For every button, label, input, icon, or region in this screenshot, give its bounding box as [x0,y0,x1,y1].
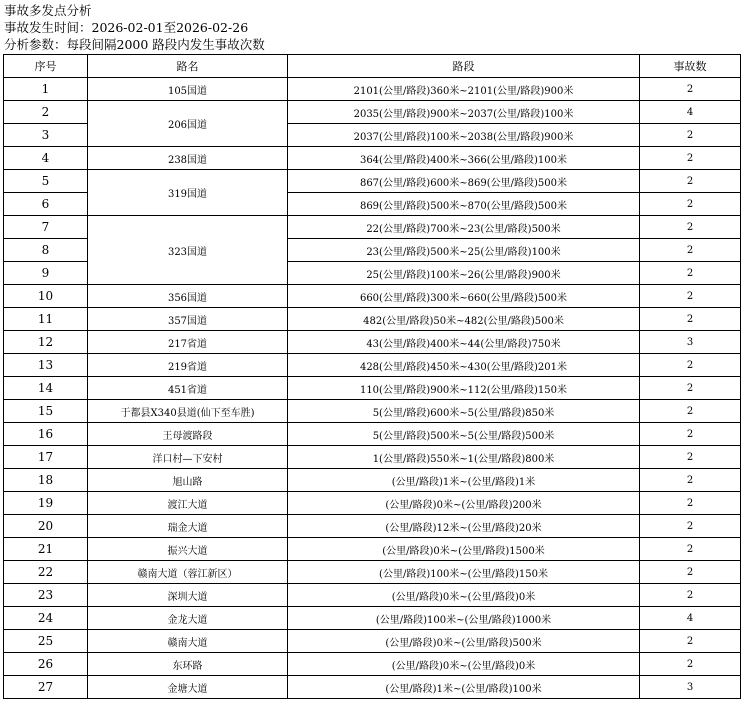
cell-road: 219省道 [88,354,288,377]
report-time-range: 事故发生时间：2026-02-01至2026-02-26 [4,20,249,35]
cell-count: 2 [640,124,741,147]
cell-no: 15 [4,400,88,423]
table-row [4,377,741,400]
cell-road: 渡江大道 [88,492,288,515]
cell-count: 2 [640,239,741,262]
cell-road: 洋口村—下安村 [88,446,288,469]
table-header-row [4,55,741,78]
cell-section: (公里/路段)100米~(公里/路段)1000米 [288,607,640,630]
cell-count: 2 [640,492,741,515]
cell-count: 2 [640,400,741,423]
cell-count: 4 [640,607,741,630]
table-row [4,584,741,607]
cell-section: 25(公里/路段)100米~26(公里/路段)900米 [288,262,640,285]
cell-section: (公里/路段)12米~(公里/路段)20米 [288,515,640,538]
cell-no: 12 [4,331,88,354]
header-section: 路段 [288,55,640,78]
cell-section: 482(公里/路段)50米~482(公里/路段)500米 [288,308,640,331]
cell-no: 1 [4,78,88,101]
cell-count: 2 [640,653,741,676]
cell-count: 2 [640,561,741,584]
cell-count: 2 [640,308,741,331]
cell-count: 4 [640,101,741,124]
table-row [4,285,741,308]
cell-count: 2 [640,630,741,653]
table-row [4,308,741,331]
cell-section: 364(公里/路段)400米~366(公里/路段)100米 [288,147,640,170]
table-row [4,653,741,676]
cell-road: 振兴大道 [88,538,288,561]
cell-no: 14 [4,377,88,400]
table-row [4,354,741,377]
cell-no: 25 [4,630,88,653]
cell-section: (公里/路段)1米~(公里/路段)100米 [288,676,640,699]
cell-section: (公里/路段)0米~(公里/路段)500米 [288,630,640,653]
cell-no: 22 [4,561,88,584]
cell-count: 2 [640,377,741,400]
cell-no: 20 [4,515,88,538]
cell-section: 660(公里/路段)300米~660(公里/路段)500米 [288,285,640,308]
cell-no: 21 [4,538,88,561]
cell-section: 2035(公里/路段)900米~2037(公里/路段)100米 [288,101,640,124]
table-row [4,492,741,515]
cell-section: 2101(公里/路段)360米~2101(公里/路段)900米 [288,78,640,101]
cell-no: 4 [4,147,88,170]
cell-road: 217省道 [88,331,288,354]
cell-count: 2 [640,584,741,607]
cell-no: 10 [4,285,88,308]
cell-road: 于都县X340县道(仙下至车胜) [88,400,288,423]
cell-no: 17 [4,446,88,469]
table-body [4,78,741,699]
table-row [4,446,741,469]
cell-no: 18 [4,469,88,492]
header-road: 路名 [88,55,288,78]
cell-count: 2 [640,216,741,239]
table-row [4,170,741,193]
table-row [4,147,741,170]
cell-count: 2 [640,423,741,446]
table-row [4,676,741,699]
cell-section: (公里/路段)100米~(公里/路段)150米 [288,561,640,584]
cell-count: 2 [640,262,741,285]
cell-no: 3 [4,124,88,147]
table-row [4,515,741,538]
cell-road: 323国道 [88,216,288,285]
cell-road: 赣南大道（蓉江新区） [88,561,288,584]
cell-road: 356国道 [88,285,288,308]
cell-section: (公里/路段)0米~(公里/路段)0米 [288,584,640,607]
cell-section: 5(公里/路段)600米~5(公里/路段)850米 [288,400,640,423]
header-count: 事故数 [640,55,741,78]
cell-section: 5(公里/路段)500米~5(公里/路段)500米 [288,423,640,446]
cell-no: 19 [4,492,88,515]
cell-no: 7 [4,216,88,239]
table-row [4,216,741,239]
cell-road: 238国道 [88,147,288,170]
cell-no: 2 [4,101,88,124]
cell-section: 22(公里/路段)700米~23(公里/路段)500米 [288,216,640,239]
cell-road: 319国道 [88,170,288,216]
accident-table [3,54,741,699]
cell-no: 24 [4,607,88,630]
cell-road: 东环路 [88,653,288,676]
cell-no: 27 [4,676,88,699]
cell-section: 1(公里/路段)550米~1(公里/路段)800米 [288,446,640,469]
table-row [4,78,741,101]
cell-count: 2 [640,285,741,308]
cell-section: (公里/路段)0米~(公里/路段)1500米 [288,538,640,561]
cell-count: 2 [640,515,741,538]
cell-section: 2037(公里/路段)100米~2038(公里/路段)900米 [288,124,640,147]
cell-road: 旭山路 [88,469,288,492]
cell-count: 2 [640,538,741,561]
cell-section: (公里/路段)1米~(公里/路段)1米 [288,469,640,492]
cell-no: 9 [4,262,88,285]
cell-count: 2 [640,193,741,216]
cell-count: 2 [640,354,741,377]
cell-road: 451省道 [88,377,288,400]
cell-no: 26 [4,653,88,676]
table-row [4,630,741,653]
cell-road: 赣南大道 [88,630,288,653]
table-row [4,538,741,561]
cell-section: 110(公里/路段)900米~112(公里/路段)150米 [288,377,640,400]
cell-section: 428(公里/路段)450米~430(公里/路段)201米 [288,354,640,377]
cell-no: 23 [4,584,88,607]
cell-no: 16 [4,423,88,446]
cell-count: 2 [640,446,741,469]
cell-road: 金塘大道 [88,676,288,699]
cell-count: 2 [640,170,741,193]
cell-road: 金龙大道 [88,607,288,630]
cell-count: 2 [640,147,741,170]
report-title: 事故多发点分析 [4,3,92,18]
table-row [4,469,741,492]
cell-count: 2 [640,78,741,101]
report-params: 分析参数：每段间隔2000 路段内发生事故次数 [4,37,265,52]
cell-no: 8 [4,239,88,262]
cell-section: 23(公里/路段)500米~25(公里/路段)100米 [288,239,640,262]
table-row [4,423,741,446]
cell-road: 瑞金大道 [88,515,288,538]
cell-no: 6 [4,193,88,216]
table-row [4,101,741,124]
table-row [4,400,741,423]
cell-no: 13 [4,354,88,377]
cell-road: 105国道 [88,78,288,101]
cell-count: 2 [640,469,741,492]
cell-section: 867(公里/路段)600米~869(公里/路段)500米 [288,170,640,193]
table-row [4,607,741,630]
cell-road: 357国道 [88,308,288,331]
cell-road: 206国道 [88,101,288,147]
cell-count: 3 [640,676,741,699]
cell-no: 5 [4,170,88,193]
cell-section: (公里/路段)0米~(公里/路段)200米 [288,492,640,515]
cell-no: 11 [4,308,88,331]
cell-count: 3 [640,331,741,354]
cell-section: 43(公里/路段)400米~44(公里/路段)750米 [288,331,640,354]
table-row [4,561,741,584]
header-no: 序号 [4,55,88,78]
cell-road: 深圳大道 [88,584,288,607]
cell-road: 王母渡路段 [88,423,288,446]
cell-section: (公里/路段)0米~(公里/路段)0米 [288,653,640,676]
cell-section: 869(公里/路段)500米~870(公里/路段)500米 [288,193,640,216]
table-row [4,331,741,354]
